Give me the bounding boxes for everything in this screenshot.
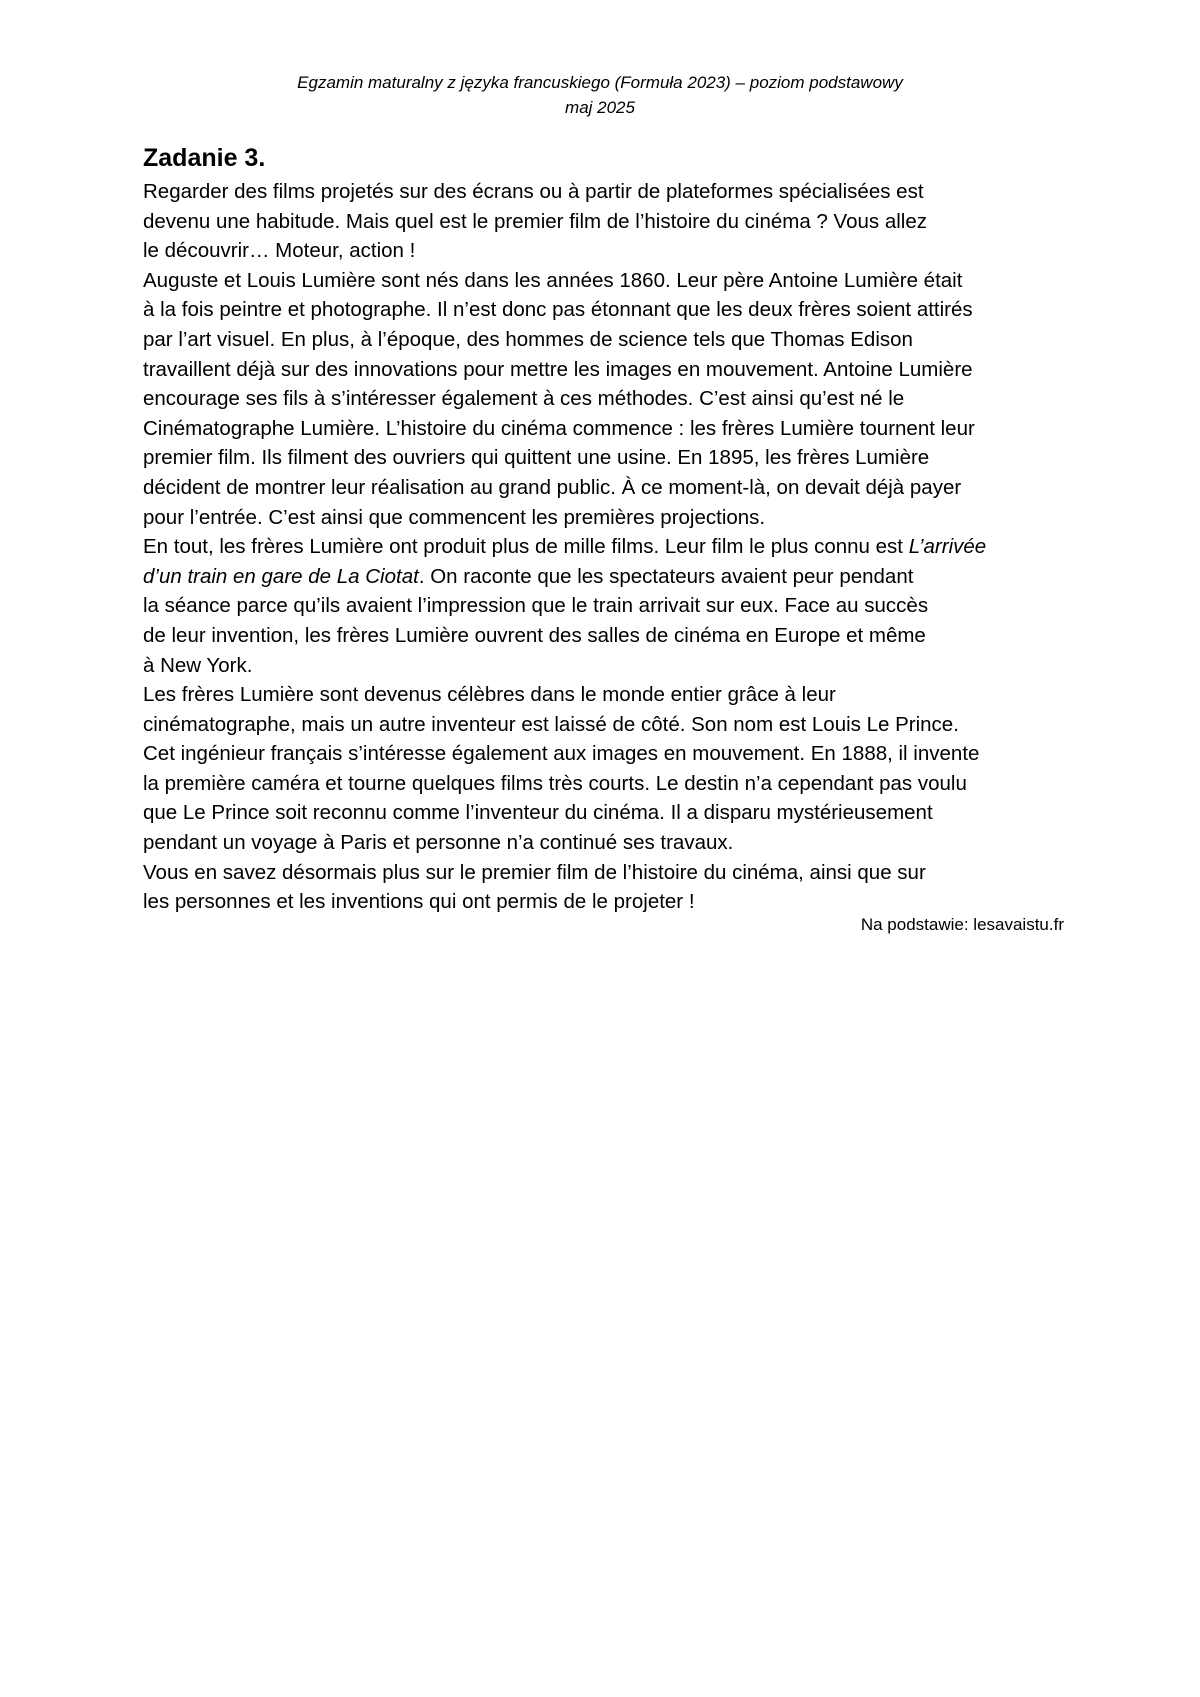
- text-line: [143, 532, 1063, 562]
- text-line: pendant un voyage à Paris et personne n’a continué ses travaux.: [143, 831, 734, 855]
- text-line: de leur invention, les frères Lumière ouvrent des salles de cinéma en Europe et même: [143, 623, 926, 647]
- text-line: que Le Prince soit reconnu comme l’inventeur du cinéma. Il a disparu mystérieusement: [143, 801, 933, 825]
- exam-header-date: maj 2025: [565, 98, 635, 117]
- film-title-part2: d’un train en gare de La Ciotat: [143, 564, 419, 588]
- text-line: Auguste et Louis Lumière sont nés dans les années 1860. Leur père Antoine Lumière était: [143, 268, 963, 292]
- exam-header-title: Egzamin maturalny z języka francuskiego (Formuła 2023) – poziom podstawowy: [297, 73, 903, 92]
- text-line: Vous en savez désormais plus sur le premier film de l’histoire du cinéma, ainsi que sur: [143, 860, 926, 884]
- text-line: décident de montrer leur réalisation au grand public. À ce moment-là, on devait déjà payer: [143, 475, 962, 499]
- text-line: à New York.: [143, 653, 253, 677]
- article-text: [143, 177, 1063, 917]
- text-segment: . On raconte que les spectateurs avaient peur pendant: [418, 564, 914, 588]
- text-line: encourage ses fils à s’intéresser également à ces méthodes. C’est ainsi qu’est né le: [143, 387, 905, 411]
- task-title: Zadanie 3.: [143, 144, 266, 172]
- text-line: Cinématographe Lumière. L’histoire du cinéma commence : les frères Lumière tournent leur: [143, 416, 975, 440]
- text-line: la séance parce qu’ils avaient l’impression que le train arrivait sur eux. Face au succès: [143, 594, 929, 618]
- text-line: Cet ingénieur français s’intéresse également aux images en mouvement. En 1888, il invente: [143, 742, 980, 766]
- text-line: à la fois peintre et photographe. Il n’est donc pas étonnant que les deux frères soient attirés: [143, 298, 973, 322]
- film-title-part1: L’arrivée: [908, 535, 987, 559]
- text-line: premier film. Ils filment des ouvriers qui quittent une usine. En 1895, les frères Lumière: [143, 446, 930, 470]
- text-line: par l’art visuel. En plus, à l’époque, des hommes de science tels que Thomas Edison: [143, 327, 913, 351]
- text-line: la première caméra et tourne quelques films très courts. Le destin n’a cependant pas voulu: [143, 771, 967, 795]
- text-line: pour l’entrée. C’est ainsi que commencent les premières projections.: [143, 505, 766, 529]
- text-line: devenu une habitude. Mais quel est le premier film de l’histoire du cinéma ? Vous allez: [143, 209, 927, 233]
- text-line: le découvrir… Moteur, action !: [143, 239, 416, 263]
- text-line: les personnes et les inventions qui ont permis de le projeter !: [143, 890, 695, 914]
- source-citation: Na podstawie: lesavaistu.fr: [860, 915, 1064, 934]
- text-line: [143, 562, 1063, 592]
- exam-header: [0, 70, 1200, 120]
- text-line: Regarder des films projetés sur des écrans ou à partir de plateformes spécialisées est: [143, 180, 924, 203]
- text-line: Les frères Lumière sont devenus célèbres dans le monde entier grâce à leur: [143, 683, 836, 707]
- text-line: cinématographe, mais un autre inventeur est laissé de côté. Son nom est Louis Le Prince.: [143, 712, 959, 736]
- text-segment: En tout, les frères Lumière ont produit plus de mille films. Leur film le plus connu est: [143, 535, 909, 559]
- text-line: travaillent déjà sur des innovations pour mettre les images en mouvement. Antoine Lumière: [143, 357, 973, 381]
